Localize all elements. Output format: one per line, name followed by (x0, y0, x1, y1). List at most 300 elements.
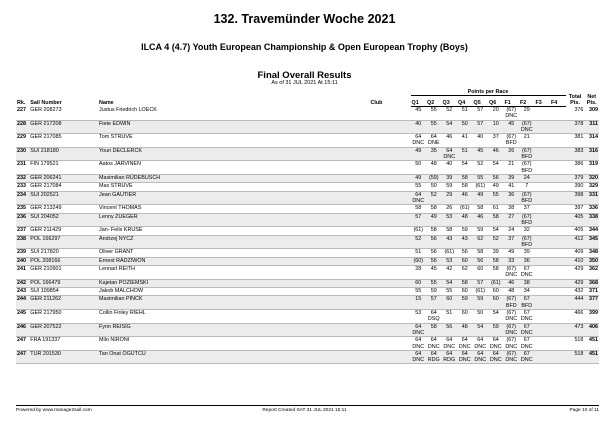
col-race: F3 (535, 96, 551, 107)
col-sail-number: Sail Number (30, 100, 62, 107)
race-points-cell: (67) DNC (505, 337, 518, 350)
net-points-cell: 377 (584, 296, 599, 310)
table-row (16, 310, 599, 324)
race-points-cell: 38 (519, 279, 535, 287)
name-cell: Kajetan POZIEMSKI (98, 279, 370, 287)
total-points-cell: 410 (566, 257, 585, 265)
race-points-cell: 41 (457, 134, 473, 148)
rank-cell: 242 (16, 279, 29, 287)
race-points-cell: 49 (411, 147, 427, 161)
club-cell (370, 205, 411, 213)
net-points-cell: 314 (584, 134, 599, 148)
table-row (16, 174, 599, 182)
race-points-cell: 58 (457, 183, 473, 191)
race-points-cell: 45 (473, 147, 489, 161)
race-points-cell (535, 107, 551, 121)
race-points-cell: 10 (488, 120, 504, 134)
race-points-cell: 60 (488, 296, 504, 310)
club-cell (370, 310, 411, 324)
name-cell: Maximilian RÜDEBUSCH (98, 174, 370, 182)
race-points-cell: (67) BFD (519, 213, 535, 227)
rank-cell: 238 (16, 235, 29, 249)
race-points-cell: 60 (457, 310, 473, 324)
name-cell: Max STRUVE (98, 183, 370, 191)
race-points-cell: 64 DNC (443, 147, 456, 161)
race-points-cell: 39 (519, 249, 535, 257)
total-points-cell: 383 (566, 147, 585, 161)
sail-number-cell: GER 211429 (29, 227, 98, 235)
rank-cell: 227 (16, 107, 29, 121)
race-points-cell: 55 (411, 288, 427, 296)
name-cell: Jean GAUTIER (98, 191, 370, 205)
race-points-cell: 64 DNC (412, 134, 425, 147)
col-race: F2 (519, 96, 535, 107)
net-points-cell: 451 (584, 337, 599, 351)
sail-number-cell: POL 208166 (29, 257, 98, 265)
table-row (16, 120, 599, 134)
race-points-cell: 58 (488, 257, 504, 265)
table-row (16, 249, 599, 257)
table-row (16, 183, 599, 191)
table-row (16, 235, 599, 249)
race-points-cell: 57 (411, 213, 427, 227)
total-points-cell: 405 (566, 227, 585, 235)
name-cell: Tan Onat ÖGÜTCÜ (98, 350, 370, 364)
col-points-per-race: Points per Race (411, 87, 566, 96)
race-points-cell: 26 (504, 147, 520, 161)
race-points-cell: 54 (442, 279, 458, 287)
net-points-cell: 451 (584, 350, 599, 364)
race-points-cell: 52 (488, 235, 504, 249)
table-row (16, 350, 599, 364)
net-points-cell: 309 (584, 107, 599, 121)
col-race: Q1 (411, 96, 427, 107)
race-points-cell: 54 (473, 323, 489, 337)
name-cell: Jan- Felix KRUSE (98, 227, 370, 235)
race-points-cell: 59 (473, 296, 489, 310)
race-points-cell: 67 DNC (520, 323, 533, 336)
total-points-cell: 412 (566, 235, 585, 249)
race-points-cell: 43 (442, 235, 458, 249)
club-cell (370, 257, 411, 265)
race-points-cell (535, 279, 551, 287)
total-points-cell: 405 (566, 213, 585, 227)
race-points-cell: (61) (442, 249, 458, 257)
rank-cell: 236 (16, 213, 29, 227)
race-points-cell: 57 (473, 279, 489, 287)
col-race: Q5 (473, 96, 489, 107)
race-points-cell: 49 (488, 183, 504, 191)
race-points-cell: (61) (473, 288, 489, 296)
race-points-cell: (61) (457, 205, 473, 213)
col-name: Name (99, 100, 114, 107)
race-points-cell: 48 (457, 213, 473, 227)
rank-cell: 237 (16, 227, 29, 235)
race-points-cell: 56 (457, 249, 473, 257)
race-points-cell: (67) DNC (505, 323, 518, 336)
total-points-cell: 398 (566, 191, 585, 205)
club-cell (370, 323, 411, 337)
race-points-cell (550, 249, 566, 257)
class-subtitle: ILCA 4 (4.7) Youth European Championship & Open European Trophy (Boys) (141, 42, 468, 52)
rank-cell: 229 (16, 134, 29, 148)
race-points-cell: 58 (457, 279, 473, 287)
footer-page-number: Page 10 of 11 (569, 408, 599, 413)
race-points-cell: 64 DSQ (427, 310, 440, 323)
race-points-cell: 39 (442, 174, 458, 182)
race-points-cell: 64 DNC (458, 337, 471, 350)
club-cell (370, 161, 411, 175)
race-points-cell (550, 235, 566, 249)
club-cell (370, 147, 411, 161)
race-points-cell: 37 (504, 235, 520, 249)
sail-number-cell: POL 166479 (29, 279, 98, 287)
rank-cell: 240 (16, 257, 29, 265)
race-points-cell: 64 DNC (412, 350, 425, 364)
club-cell (370, 279, 411, 287)
race-points-cell: (67) BFD (504, 134, 520, 148)
race-points-cell: 54 (488, 161, 504, 175)
race-points-cell (550, 205, 566, 213)
race-points-cell: 58 (473, 205, 489, 213)
race-points-cell: 42 (442, 266, 458, 280)
race-points-cell (535, 213, 551, 227)
race-points-cell: 67 BFD (519, 296, 535, 310)
name-cell: Ernest RADZIWON (98, 257, 370, 265)
name-cell: Justus Friedrich LOECK (98, 107, 370, 121)
name-cell: Andrzej NYCZ (98, 235, 370, 249)
name-cell: Maximilian PINCK (98, 296, 370, 310)
race-points-cell: 56 (426, 235, 442, 249)
race-points-cell (550, 350, 566, 364)
race-points-cell (550, 227, 566, 235)
net-points-cell: 345 (584, 235, 599, 249)
race-points-cell (535, 310, 551, 324)
club-cell (370, 174, 411, 182)
race-points-cell: 60 (411, 279, 427, 287)
race-points-cell: 57 (473, 107, 489, 121)
total-points-cell: 390 (566, 183, 585, 191)
race-points-cell: 58 (426, 205, 442, 213)
race-points-cell (535, 257, 551, 265)
race-points-cell: 50 (426, 183, 442, 191)
race-points-cell: 56 (442, 323, 458, 337)
race-points-cell: 40 (473, 134, 489, 148)
race-points-cell (535, 147, 551, 161)
race-points-cell: 7 (519, 183, 535, 191)
race-points-cell: 54 (442, 120, 458, 134)
net-points-cell: 344 (584, 227, 599, 235)
race-points-cell: 59 (473, 227, 489, 235)
race-points-cell: 64 DNC (458, 350, 471, 364)
net-points-cell: 399 (584, 310, 599, 324)
race-points-cell: 45 (504, 120, 520, 134)
table-row (16, 279, 599, 287)
race-points-cell (550, 213, 566, 227)
net-points-cell: 362 (584, 266, 599, 280)
sail-number-cell: GER 213249 (29, 205, 98, 213)
race-points-cell: 33 (504, 257, 520, 265)
total-points-cell: 429 (566, 266, 585, 280)
club-cell (370, 120, 411, 134)
race-points-cell: 54 (488, 310, 504, 324)
race-points-cell (535, 120, 551, 134)
total-points-cell: 379 (566, 174, 585, 182)
race-points-cell (535, 161, 551, 175)
col-club: Club (370, 100, 383, 107)
sail-number-cell: GER 211262 (29, 296, 98, 310)
race-points-cell: 53 (442, 257, 458, 265)
race-points-cell: 27 (504, 213, 520, 227)
race-points-cell: 39 (488, 249, 504, 257)
race-points-cell (550, 296, 566, 310)
race-points-cell: (67) BFD (504, 296, 520, 310)
total-points-cell: 473 (566, 323, 585, 337)
race-points-cell: 52 (426, 191, 442, 205)
rank-cell: 243 (16, 288, 29, 296)
race-points-cell (550, 147, 566, 161)
total-points-cell: 409 (566, 249, 585, 257)
race-points-cell: 58 (457, 174, 473, 182)
race-points-cell: 64 DNC (427, 337, 440, 350)
race-points-cell: (67) BFD (519, 161, 535, 175)
race-points-cell: 37 (488, 134, 504, 148)
sail-number-cell: GER 217085 (29, 134, 98, 148)
rank-cell: 228 (16, 120, 29, 134)
rank-cell: 233 (16, 183, 29, 191)
race-points-cell (535, 174, 551, 182)
club-cell (370, 107, 411, 121)
total-points-cell: 518 (566, 337, 585, 351)
name-cell: Lenny ZUEGER (98, 213, 370, 227)
race-points-cell: 52 (442, 107, 458, 121)
club-cell (370, 134, 411, 148)
total-points-cell: 444 (566, 296, 585, 310)
race-points-cell: 59 (426, 288, 442, 296)
race-points-cell: 53 (411, 310, 427, 324)
total-points-cell: 518 (566, 350, 585, 364)
race-points-cell: 45 (411, 107, 427, 121)
race-points-cell: 41 (504, 183, 520, 191)
race-points-cell: 40 (411, 120, 427, 134)
net-points-cell: 336 (584, 205, 599, 213)
race-points-cell (535, 337, 551, 351)
col-race: F1 (504, 96, 520, 107)
race-points-cell: 29 (519, 107, 535, 121)
sail-number-cell: SUI 199854 (29, 288, 98, 296)
race-points-cell (550, 161, 566, 175)
table-row (16, 147, 599, 161)
race-points-cell: 35 (426, 147, 442, 161)
col-race: F4 (550, 96, 566, 107)
race-points-cell: 52 (411, 235, 427, 249)
race-points-cell: (59) (426, 174, 442, 182)
race-points-cell: 64 DNC (474, 350, 487, 364)
race-points-cell (550, 266, 566, 280)
race-points-cell: (61) (411, 227, 427, 235)
race-points-cell: 40 (442, 161, 458, 175)
race-points-cell (535, 249, 551, 257)
col-race: Q3 (442, 96, 458, 107)
net-points-cell: 311 (584, 120, 599, 134)
race-points-cell: 54 (457, 161, 473, 175)
race-points-cell: 48 (457, 323, 473, 337)
club-cell (370, 296, 411, 310)
race-points-cell: 58 (426, 227, 442, 235)
rank-cell: 241 (16, 266, 29, 280)
report-title: Final Overall Results (257, 70, 352, 81)
table-row (16, 288, 599, 296)
race-points-cell: 43 (457, 235, 473, 249)
name-cell: Vincent THOMAS (98, 205, 370, 213)
footer-report-created: Report Created SAT 31 JUL 2021 15:11 (262, 408, 347, 413)
race-points-cell: 55 (488, 191, 504, 205)
race-points-cell: 60 (473, 266, 489, 280)
rank-cell: 247 (16, 350, 29, 364)
rank-cell: 230 (16, 147, 29, 161)
race-points-cell (550, 310, 566, 324)
race-points-cell: 64 DNC (412, 323, 425, 336)
race-points-cell: 45 (426, 266, 442, 280)
race-points-cell: 51 (457, 107, 473, 121)
race-points-cell: 67 DNC (520, 266, 533, 279)
club-cell (370, 227, 411, 235)
total-points-cell: 432 (566, 288, 585, 296)
race-points-cell: 52 (473, 161, 489, 175)
race-points-cell: 50 (411, 161, 427, 175)
race-points-cell: 58 (488, 266, 504, 280)
net-points-cell: 320 (584, 174, 599, 182)
sail-number-cell: POL 166297 (29, 235, 98, 249)
race-points-cell: 62 (473, 235, 489, 249)
header-row-group (16, 87, 599, 96)
col-rank: Rk. (17, 100, 26, 107)
race-points-cell: 15 (411, 296, 427, 310)
race-points-cell: 49 (426, 213, 442, 227)
race-points-cell: 55 (473, 174, 489, 182)
race-points-cell: 21 (519, 134, 535, 148)
race-points-cell: 32 (519, 227, 535, 235)
race-points-cell: 64 DNC (489, 337, 502, 350)
race-points-cell: (67) DNC (505, 350, 518, 364)
race-points-cell: 64 DNC (412, 191, 425, 205)
net-points-cell: 371 (584, 288, 599, 296)
name-cell: Oliver GRANT (98, 249, 370, 257)
club-cell (370, 350, 411, 364)
race-points-cell: 60 (442, 296, 458, 310)
race-points-cell (550, 323, 566, 337)
race-points-cell (550, 288, 566, 296)
name-cell: Youri DECLERCK (98, 147, 370, 161)
race-points-cell: 59 (457, 227, 473, 235)
race-points-cell: 67 DNC (520, 310, 533, 323)
total-points-cell: 466 (566, 310, 585, 324)
race-points-cell: 29 (442, 191, 458, 205)
col-race: Q2 (426, 96, 442, 107)
table-row (16, 257, 599, 265)
race-points-cell: 64 DNC (489, 350, 502, 364)
race-points-cell: 50 (457, 120, 473, 134)
net-points-cell: 368 (584, 279, 599, 287)
total-points-cell: 397 (566, 205, 585, 213)
race-points-cell: (67) BFD (519, 147, 535, 161)
table-row (16, 323, 599, 337)
race-points-cell: 56 (426, 249, 442, 257)
table-row (16, 213, 599, 227)
race-points-cell: 64 DNC (474, 337, 487, 350)
race-points-cell: 46 (488, 147, 504, 161)
race-points-cell: (67) DNC (520, 120, 533, 133)
race-points-cell: 58 (488, 213, 504, 227)
race-points-cell: 58 (426, 323, 442, 337)
col-net-points: Net Pts. (586, 93, 597, 107)
race-points-cell (535, 205, 551, 213)
race-points-cell: 55 (426, 107, 442, 121)
col-race: Q4 (457, 96, 473, 107)
race-points-cell (550, 120, 566, 134)
race-points-cell (535, 350, 551, 364)
race-points-cell: 21 (504, 161, 520, 175)
race-points-cell (550, 191, 566, 205)
net-points-cell: 329 (584, 183, 599, 191)
sail-number-cell: SUI 202521 (29, 191, 98, 205)
table-row (16, 337, 599, 351)
club-cell (370, 249, 411, 257)
table-row (16, 107, 599, 121)
race-points-cell: (67) DNC (505, 310, 518, 323)
net-points-cell: 319 (584, 161, 599, 175)
sail-number-cell: GER 217950 (29, 310, 98, 324)
table-row (16, 227, 599, 235)
race-points-cell (535, 296, 551, 310)
rank-cell: 247 (16, 337, 29, 351)
club-cell (370, 191, 411, 205)
race-points-cell (550, 337, 566, 351)
rank-cell: 232 (16, 174, 29, 182)
race-points-cell: 50 (473, 310, 489, 324)
race-points-cell: 48 (426, 161, 442, 175)
name-cell: Jakob MALCHOW (98, 288, 370, 296)
race-points-cell: 64 RDG (427, 350, 440, 364)
race-points-cell (535, 191, 551, 205)
net-points-cell: 406 (584, 323, 599, 337)
race-points-cell: 58 (442, 227, 458, 235)
report-timestamp: As of 31 JUL 2021 At 15:11 (271, 80, 338, 86)
race-points-cell: 59 (457, 296, 473, 310)
rank-cell: 234 (16, 191, 29, 205)
sail-number-cell: FRA 191337 (29, 337, 98, 351)
race-points-cell: 57 (473, 120, 489, 134)
race-points-cell: 56 (488, 174, 504, 182)
total-points-cell: 386 (566, 161, 585, 175)
race-points-cell: 48 (504, 288, 520, 296)
race-points-cell: 64 DNE (426, 134, 442, 148)
race-points-cell (550, 134, 566, 148)
race-points-cell: 61 (488, 205, 504, 213)
table-row (16, 296, 599, 310)
club-cell (370, 213, 411, 227)
sail-number-cell: FIN 179521 (29, 161, 98, 175)
race-points-cell: 67 DNC (520, 337, 533, 350)
race-points-cell (535, 266, 551, 280)
race-points-cell: 24 (519, 174, 535, 182)
race-points-cell: 36 (504, 191, 520, 205)
sail-number-cell: GER 217084 (29, 183, 98, 191)
race-points-cell: 37 (519, 205, 535, 213)
name-cell: Fynn REISIG (98, 323, 370, 337)
race-points-cell: 60 (488, 288, 504, 296)
race-points-cell: 55 (426, 279, 442, 287)
